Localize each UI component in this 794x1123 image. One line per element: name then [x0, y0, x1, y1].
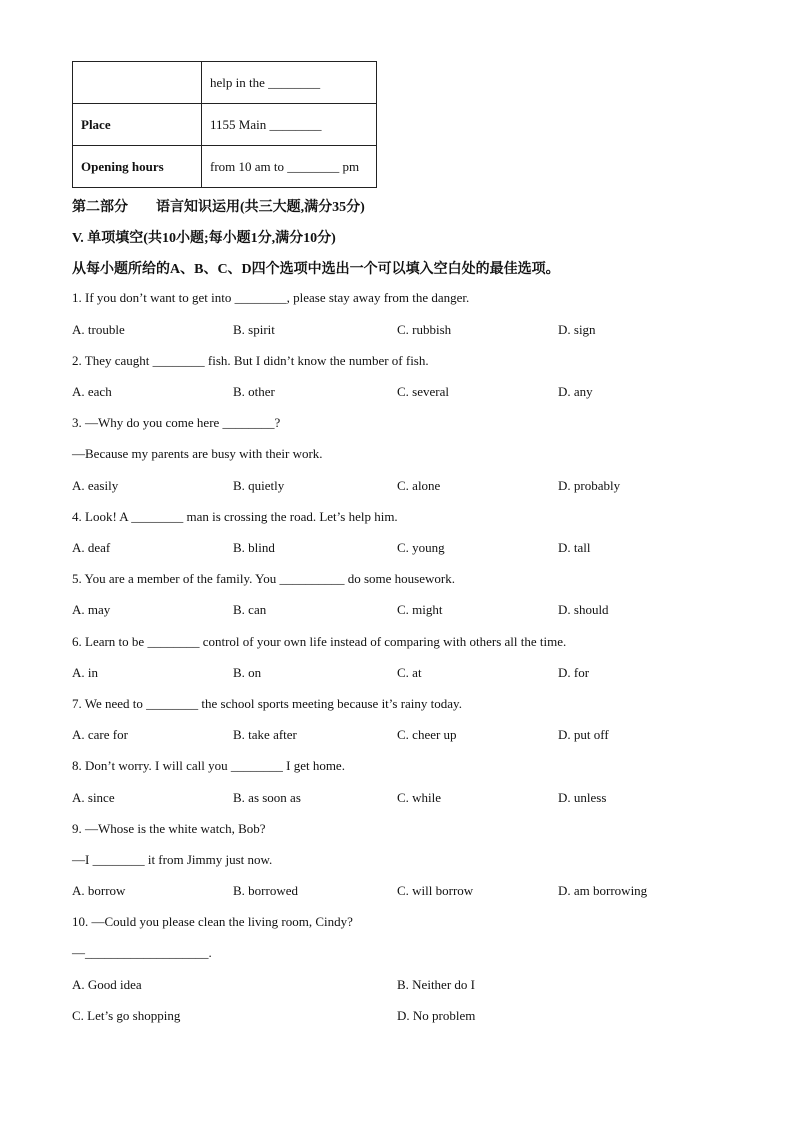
- option-a: A. may: [72, 602, 111, 617]
- table-row: [73, 104, 377, 146]
- option-c: C. young: [397, 540, 445, 555]
- table-value: 1155 Main ________: [202, 104, 377, 146]
- option-c: C. will borrow: [397, 883, 474, 898]
- option-a: A. borrow: [72, 883, 126, 898]
- option-b: B. as soon as: [233, 790, 301, 805]
- option-c: C. several: [397, 384, 449, 399]
- option-c: C. might: [397, 602, 443, 617]
- option-c: C. alone: [397, 478, 441, 493]
- option-b: B. can: [233, 602, 267, 617]
- option-b: B. borrowed: [233, 883, 298, 898]
- option-d: D. any: [558, 384, 593, 399]
- option-a: A. deaf: [72, 540, 111, 555]
- question-stem: 9. —Whose is the white watch, Bob?: [72, 821, 266, 836]
- table-row: [73, 146, 377, 188]
- question-stem: 7. We need to ________ the school sports meeting because it’s rainy today.: [72, 696, 462, 711]
- subsection-title: V. 单项填空(共10小题;每小题1分,满分10分): [72, 231, 336, 246]
- option-c: C. while: [397, 790, 442, 805]
- table-value: from 10 am to ________ pm: [202, 146, 377, 188]
- question-stem: 10. —Could you please clean the living room, Cindy?: [72, 914, 353, 929]
- option-a: A. each: [72, 384, 112, 399]
- option-b: B. blind: [233, 540, 275, 555]
- option-d: D. unless: [558, 790, 607, 805]
- option-d: D. probably: [558, 478, 621, 493]
- question-stem: 2. They caught ________ fish. But I didn’t know the number of fish.: [72, 353, 429, 368]
- option-b: B. quietly: [233, 478, 285, 493]
- option-d: D. tall: [558, 540, 591, 555]
- question-stem: 4. Look! A ________ man is crossing the road. Let’s help him.: [72, 509, 398, 524]
- option-b: B. Neither do I: [397, 977, 475, 992]
- part-title: 第二部分 语言知识运用(共三大题,满分35分): [72, 200, 365, 215]
- option-d: D. am borrowing: [558, 883, 648, 898]
- option-b: B. spirit: [233, 322, 275, 337]
- question-stem: 6. Learn to be ________ control of your own life instead of comparing with others all the time.: [72, 634, 567, 649]
- option-d: D. should: [558, 602, 609, 617]
- option-b: B. on: [233, 665, 262, 680]
- instruction-text: 从每小题所给的A、B、C、D四个选项中选出一个可以填入空白处的最佳选项。: [72, 262, 560, 277]
- option-d: D. for: [558, 665, 590, 680]
- option-a: A. in: [72, 665, 98, 680]
- question-stem: 3. —Why do you come here ________?: [72, 415, 281, 430]
- table-value: help in the ________: [202, 62, 377, 104]
- option-a: A. easily: [72, 478, 119, 493]
- table-label: Opening hours: [73, 146, 202, 188]
- option-d: D. put off: [558, 727, 609, 742]
- option-d: D. No problem: [397, 1008, 476, 1023]
- table-row: [73, 62, 377, 104]
- option-c: C. cheer up: [397, 727, 457, 742]
- question-stem: —Because my parents are busy with their work.: [72, 446, 323, 461]
- option-b: B. take after: [233, 727, 297, 742]
- table-label: [73, 62, 202, 104]
- question-stem: 5. You are a member of the family. You __________ do some housework.: [72, 571, 455, 586]
- question-stem: —I ________ it from Jimmy just now.: [72, 852, 273, 867]
- option-a: A. since: [72, 790, 115, 805]
- table-label: Place: [73, 104, 202, 146]
- question-stem: —___________________.: [72, 945, 212, 960]
- option-a: A. trouble: [72, 322, 125, 337]
- option-c: C. at: [397, 665, 422, 680]
- option-c: C. Let’s go shopping: [72, 1008, 181, 1023]
- info-table: [72, 61, 377, 188]
- question-stem: 1. If you don’t want to get into ________, please stay away from the danger.: [72, 290, 470, 305]
- option-c: C. rubbish: [397, 322, 452, 337]
- option-a: A. care for: [72, 727, 128, 742]
- question-stem: 8. Don’t worry. I will call you ________ I get home.: [72, 758, 345, 773]
- option-b: B. other: [233, 384, 275, 399]
- option-d: D. sign: [558, 322, 596, 337]
- option-a: A. Good idea: [72, 977, 142, 992]
